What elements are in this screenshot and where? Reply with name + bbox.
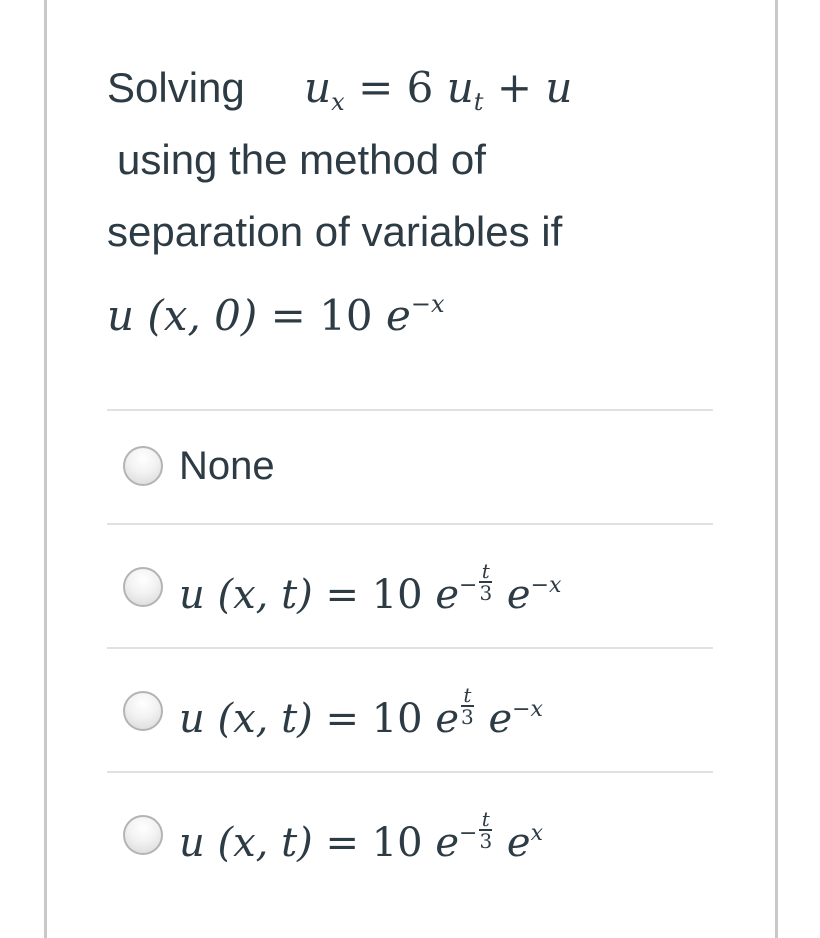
radio-button-option-2[interactable] (123, 567, 163, 607)
question-line-3-text: separation of variables if (107, 208, 563, 255)
answer-2-coefficient: 10 (371, 572, 423, 618)
answer-3-frac-num: t (461, 685, 474, 707)
answer-3-exponent-2: −x (512, 697, 543, 722)
divider-2 (107, 647, 713, 649)
ic-base: e (386, 291, 411, 340)
answer-math-option-4 (179, 804, 543, 866)
answer-4-equals: = (325, 820, 359, 866)
pde-coefficient: 6 (406, 63, 434, 112)
answer-option-none[interactable] (107, 411, 713, 521)
ic-coefficient: 10 (319, 291, 373, 340)
answer-3-fraction (461, 685, 474, 727)
answer-label-none: None (179, 443, 275, 488)
question-word-solving: Solving (107, 64, 245, 111)
answer-3-frac-den: 3 (461, 705, 474, 729)
answer-3-lhs: u (x, t) (179, 696, 313, 742)
answer-2-base-2: e (506, 572, 531, 618)
question-line-2-text: using the method of (117, 136, 486, 183)
answer-4-lhs: u (x, t) (179, 820, 313, 866)
pde-plus: + (496, 63, 533, 112)
answer-2-equals: = (325, 572, 359, 618)
divider-1 (107, 523, 713, 525)
answer-math-option-3 (179, 680, 543, 742)
answer-2-exponent-1 (459, 556, 494, 603)
answer-option-4[interactable] (107, 774, 713, 896)
pde-equation (304, 63, 573, 116)
initial-condition (107, 268, 707, 340)
pde-rhs-subscript: t (473, 88, 484, 116)
answer-4-exponent-2: x (530, 821, 543, 846)
ic-equals: = (270, 291, 306, 340)
answer-2-frac-num: t (479, 561, 492, 583)
pde-rhs-u: u (545, 63, 573, 112)
answer-4-coefficient: 10 (371, 820, 423, 866)
answer-3-base-1: e (435, 696, 459, 742)
answer-3-exponent-1 (459, 680, 476, 727)
answer-2-fraction (479, 561, 492, 603)
pde-equals: = (358, 63, 394, 112)
answer-2-frac-den: 3 (479, 581, 493, 605)
answer-2-base-1: e (435, 572, 459, 618)
question-line-1 (107, 52, 707, 124)
answer-4-frac-num: t (479, 809, 492, 831)
radio-button-option-3[interactable] (123, 691, 163, 731)
answer-3-base-2: e (488, 696, 513, 742)
pde-rhs-var: u (446, 63, 474, 112)
question-text (107, 52, 707, 340)
ic-exponent: −x (410, 290, 445, 318)
answer-option-3[interactable] (107, 650, 713, 772)
question-line-2 (107, 124, 707, 196)
answer-2-sign-1: − (459, 573, 478, 598)
answer-2-lhs: u (x, t) (179, 572, 313, 618)
answer-4-exponent-1 (459, 804, 494, 851)
answer-4-fraction (479, 809, 492, 851)
answer-2-exponent-2: −x (530, 573, 562, 598)
answer-4-base-1: e (435, 820, 459, 866)
answer-3-coefficient: 10 (371, 696, 423, 742)
answer-4-base-2: e (506, 820, 531, 866)
ic-lhs: u (x, 0) (107, 291, 258, 340)
answer-3-equals: = (325, 696, 359, 742)
answer-math-option-2 (179, 556, 561, 618)
pde-lhs-subscript: x (331, 88, 345, 116)
pde-lhs-var: u (304, 63, 332, 112)
radio-button-option-4[interactable] (123, 815, 163, 855)
answer-4-sign-1: − (459, 821, 478, 846)
question-line-3 (107, 196, 707, 268)
initial-condition-math (107, 291, 445, 340)
answer-option-2[interactable] (107, 526, 713, 648)
divider-3 (107, 771, 713, 773)
answer-4-frac-den: 3 (479, 829, 493, 853)
radio-button-none[interactable] (123, 446, 163, 486)
